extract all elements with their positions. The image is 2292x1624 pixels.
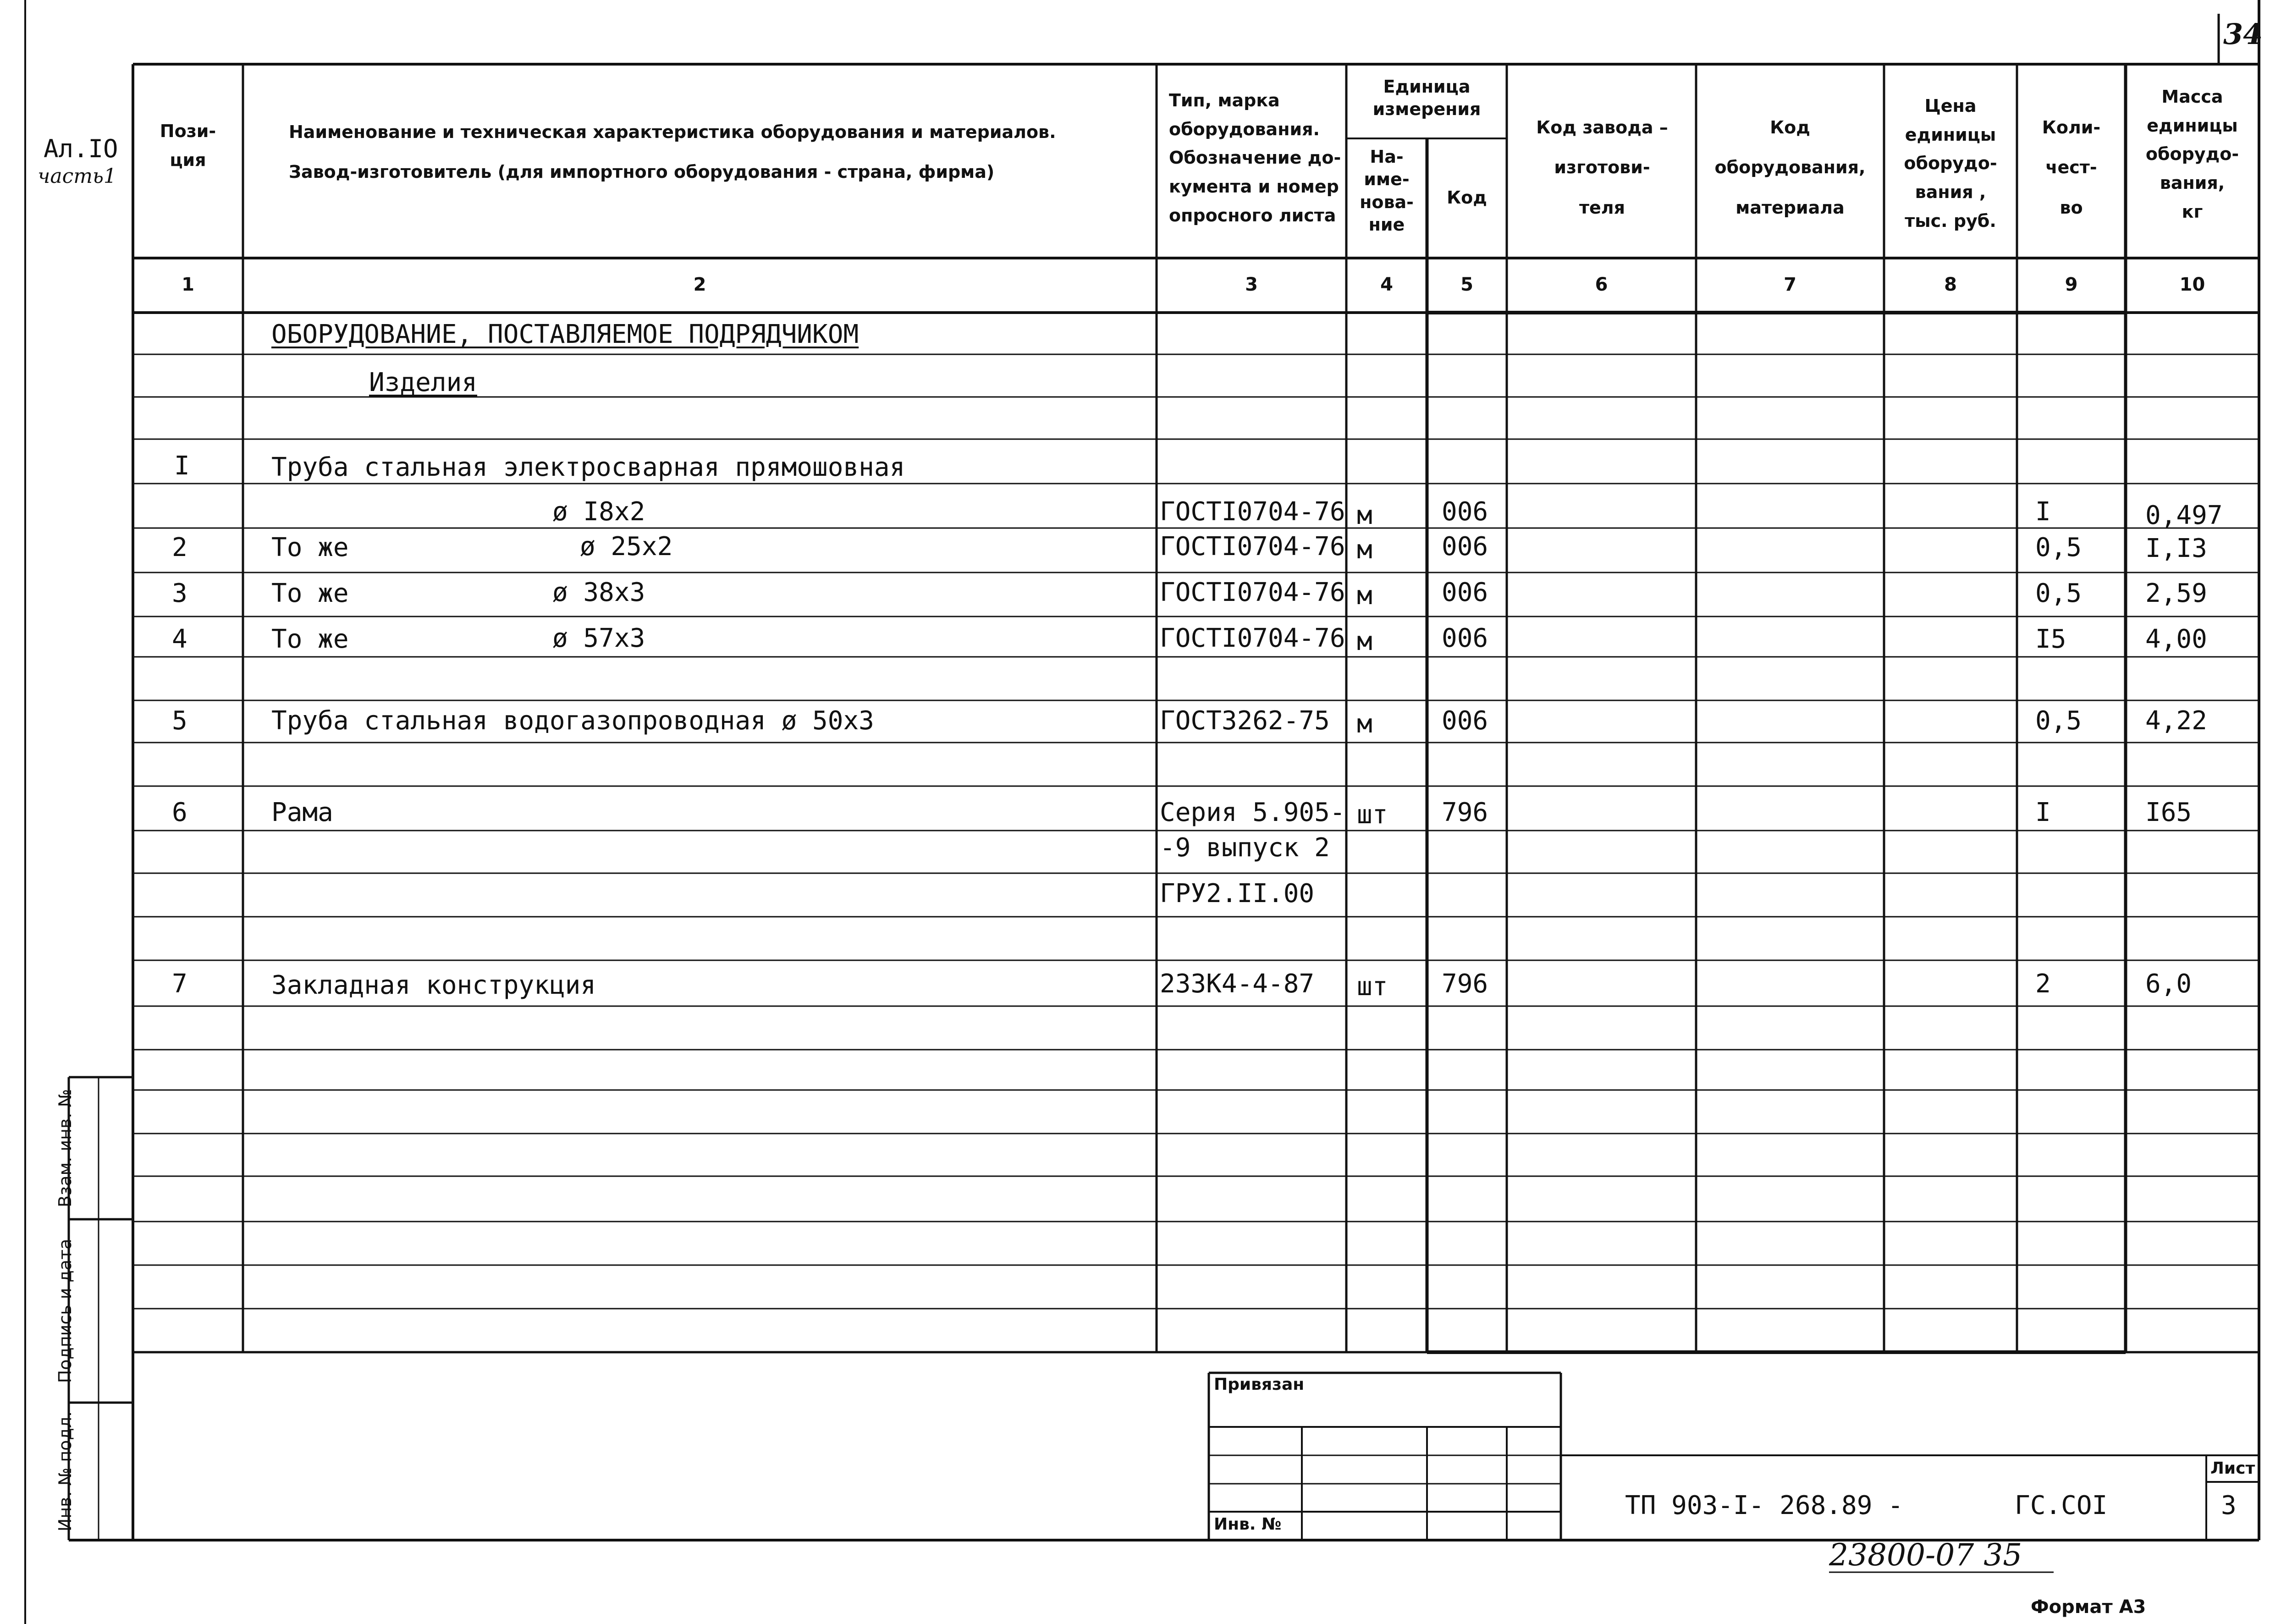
- row-qty: 0,5: [2035, 533, 2082, 562]
- header-col8: Цена единицы оборудо- вания , тыс. руб.: [1904, 96, 1997, 231]
- part-label: часть1: [38, 165, 116, 188]
- sheet-number: 3: [2221, 1491, 2237, 1520]
- header-col7: Код оборудования, материала: [1714, 117, 1866, 218]
- doc-mark: ГС.СОI: [2015, 1491, 2108, 1520]
- side-stamp-sign: Подпись и дата: [55, 1239, 75, 1383]
- row-code: 006: [1442, 497, 1488, 527]
- row-name-spec: ø 57x3: [552, 623, 645, 653]
- row-type: ГОСТ3262-75: [1160, 706, 1330, 736]
- row-unit: м: [1357, 581, 1372, 611]
- row-position: 6: [172, 798, 187, 827]
- row-mass: I,I3: [2145, 534, 2207, 563]
- row-qty: 0,5: [2035, 578, 2082, 608]
- row-code: 796: [1442, 798, 1488, 827]
- row-mass: 6,0: [2145, 969, 2192, 999]
- row-type: ГОСТI0704-76: [1160, 623, 1345, 653]
- side-stamp-vzam: Взам. инв. №: [55, 1089, 75, 1208]
- col-number: 7: [1784, 274, 1796, 295]
- row-unit: шт: [1357, 800, 1388, 830]
- sheet-label: Лист: [2210, 1459, 2255, 1478]
- header-col4: На- име- нова- ние: [1360, 147, 1414, 235]
- inv-label: Инв. №: [1214, 1515, 1282, 1534]
- row-code: 006: [1442, 532, 1488, 562]
- header-col9: Коли- чест- во: [2042, 117, 2101, 218]
- row-unit: м: [1357, 627, 1372, 656]
- header-col3: Тип, марка оборудования. Обозначение до- кумента и номер опросного листа: [1169, 90, 1341, 226]
- doc-code: ТП 903-I- 268.89 -: [1625, 1491, 1903, 1520]
- header-col1: Пози- ция: [160, 121, 216, 170]
- row-code: 006: [1442, 706, 1488, 736]
- format-label: Формат А3: [2031, 1596, 2146, 1618]
- col-number: 3: [1245, 274, 1258, 295]
- col-number: 8: [1944, 274, 1957, 295]
- row-unit: м: [1357, 535, 1372, 565]
- col-number: 10: [2179, 274, 2205, 295]
- row-name-spec: ø 25x2: [580, 532, 673, 562]
- row-type: 233К4-4-87: [1160, 969, 1315, 999]
- row-qty: I: [2035, 798, 2051, 827]
- row-position: 3: [172, 578, 187, 608]
- row-mass: 2,59: [2145, 578, 2207, 608]
- col-number: 5: [1460, 274, 1473, 295]
- row-mass: I65: [2145, 798, 2192, 827]
- row-type: Серия 5.905-: [1160, 798, 1345, 827]
- row-mass: 4,00: [2145, 624, 2207, 654]
- row-position: 5: [172, 706, 187, 736]
- row-unit: м: [1357, 501, 1372, 530]
- row-qty: 2: [2035, 969, 2051, 999]
- row-qty: I5: [2035, 624, 2066, 654]
- row-type: ГОСТI0704-76: [1160, 497, 1345, 527]
- row-name: То же: [271, 533, 349, 562]
- handwritten-number: 23800-07 35: [1829, 1537, 2022, 1573]
- row-name: ø I8x2: [552, 497, 645, 527]
- header-unit-group: Единица измерения: [1372, 77, 1481, 120]
- header-col5: Код: [1447, 187, 1487, 208]
- side-stamp-inv: Инв. № подл.: [55, 1411, 75, 1532]
- row-name: Труба стальная электросварная прямошовная: [271, 452, 905, 482]
- row-type: ГОСТI0704-76: [1160, 578, 1345, 607]
- row-name: Труба стальная водогазопроводная ø 50x3: [271, 706, 874, 736]
- row-position: 7: [172, 969, 187, 999]
- header-col10: Масса единицы оборудо- вания, кг: [2145, 87, 2239, 222]
- album-label: Ал.IO: [44, 134, 118, 163]
- row-type: ГРУ2.II.00: [1160, 879, 1315, 908]
- sheet-corner-number: 34: [2223, 17, 2263, 51]
- row-mass: 4,22: [2145, 706, 2207, 736]
- row-code: 006: [1442, 623, 1488, 653]
- header-col2: Наименование и техническая характеристика оборудования и материалов. Завод-изготовитель (для импортного оборудования - страна, фирма): [289, 122, 1056, 182]
- row-mass: 0,497: [2145, 501, 2223, 530]
- row-unit: шт: [1357, 972, 1388, 1002]
- row-name: Рама: [271, 798, 333, 827]
- col-number: 6: [1595, 274, 1608, 295]
- row-unit: м: [1357, 709, 1372, 739]
- privyazan-label: Привязан: [1214, 1375, 1305, 1394]
- row-type: ГОСТI0704-76: [1160, 532, 1345, 562]
- subsection-title: Изделия: [369, 368, 478, 397]
- row-name: То же: [271, 624, 349, 654]
- row-name: Закладная конструкция: [271, 970, 596, 1000]
- row-position: I: [174, 451, 190, 481]
- row-code: 006: [1442, 578, 1488, 607]
- row-code: 796: [1442, 969, 1488, 999]
- row-qty: I: [2035, 497, 2051, 527]
- col-number: 2: [693, 274, 706, 295]
- header-col6: Код завода – изготови- теля: [1536, 117, 1668, 218]
- col-number: 4: [1380, 274, 1393, 295]
- col-number: 1: [182, 274, 194, 295]
- section-title: ОБОРУДОВАНИЕ, ПОСТАВЛЯЕМОЕ ПОДРЯДЧИКОМ: [271, 319, 859, 349]
- col-number: 9: [2065, 274, 2078, 295]
- row-qty: 0,5: [2035, 706, 2082, 736]
- row-type: -9 выпуск 2: [1160, 833, 1330, 863]
- row-position: 2: [172, 533, 187, 562]
- row-name-spec: ø 38x3: [552, 578, 645, 607]
- row-name: То же: [271, 578, 349, 608]
- row-position: 4: [172, 624, 187, 654]
